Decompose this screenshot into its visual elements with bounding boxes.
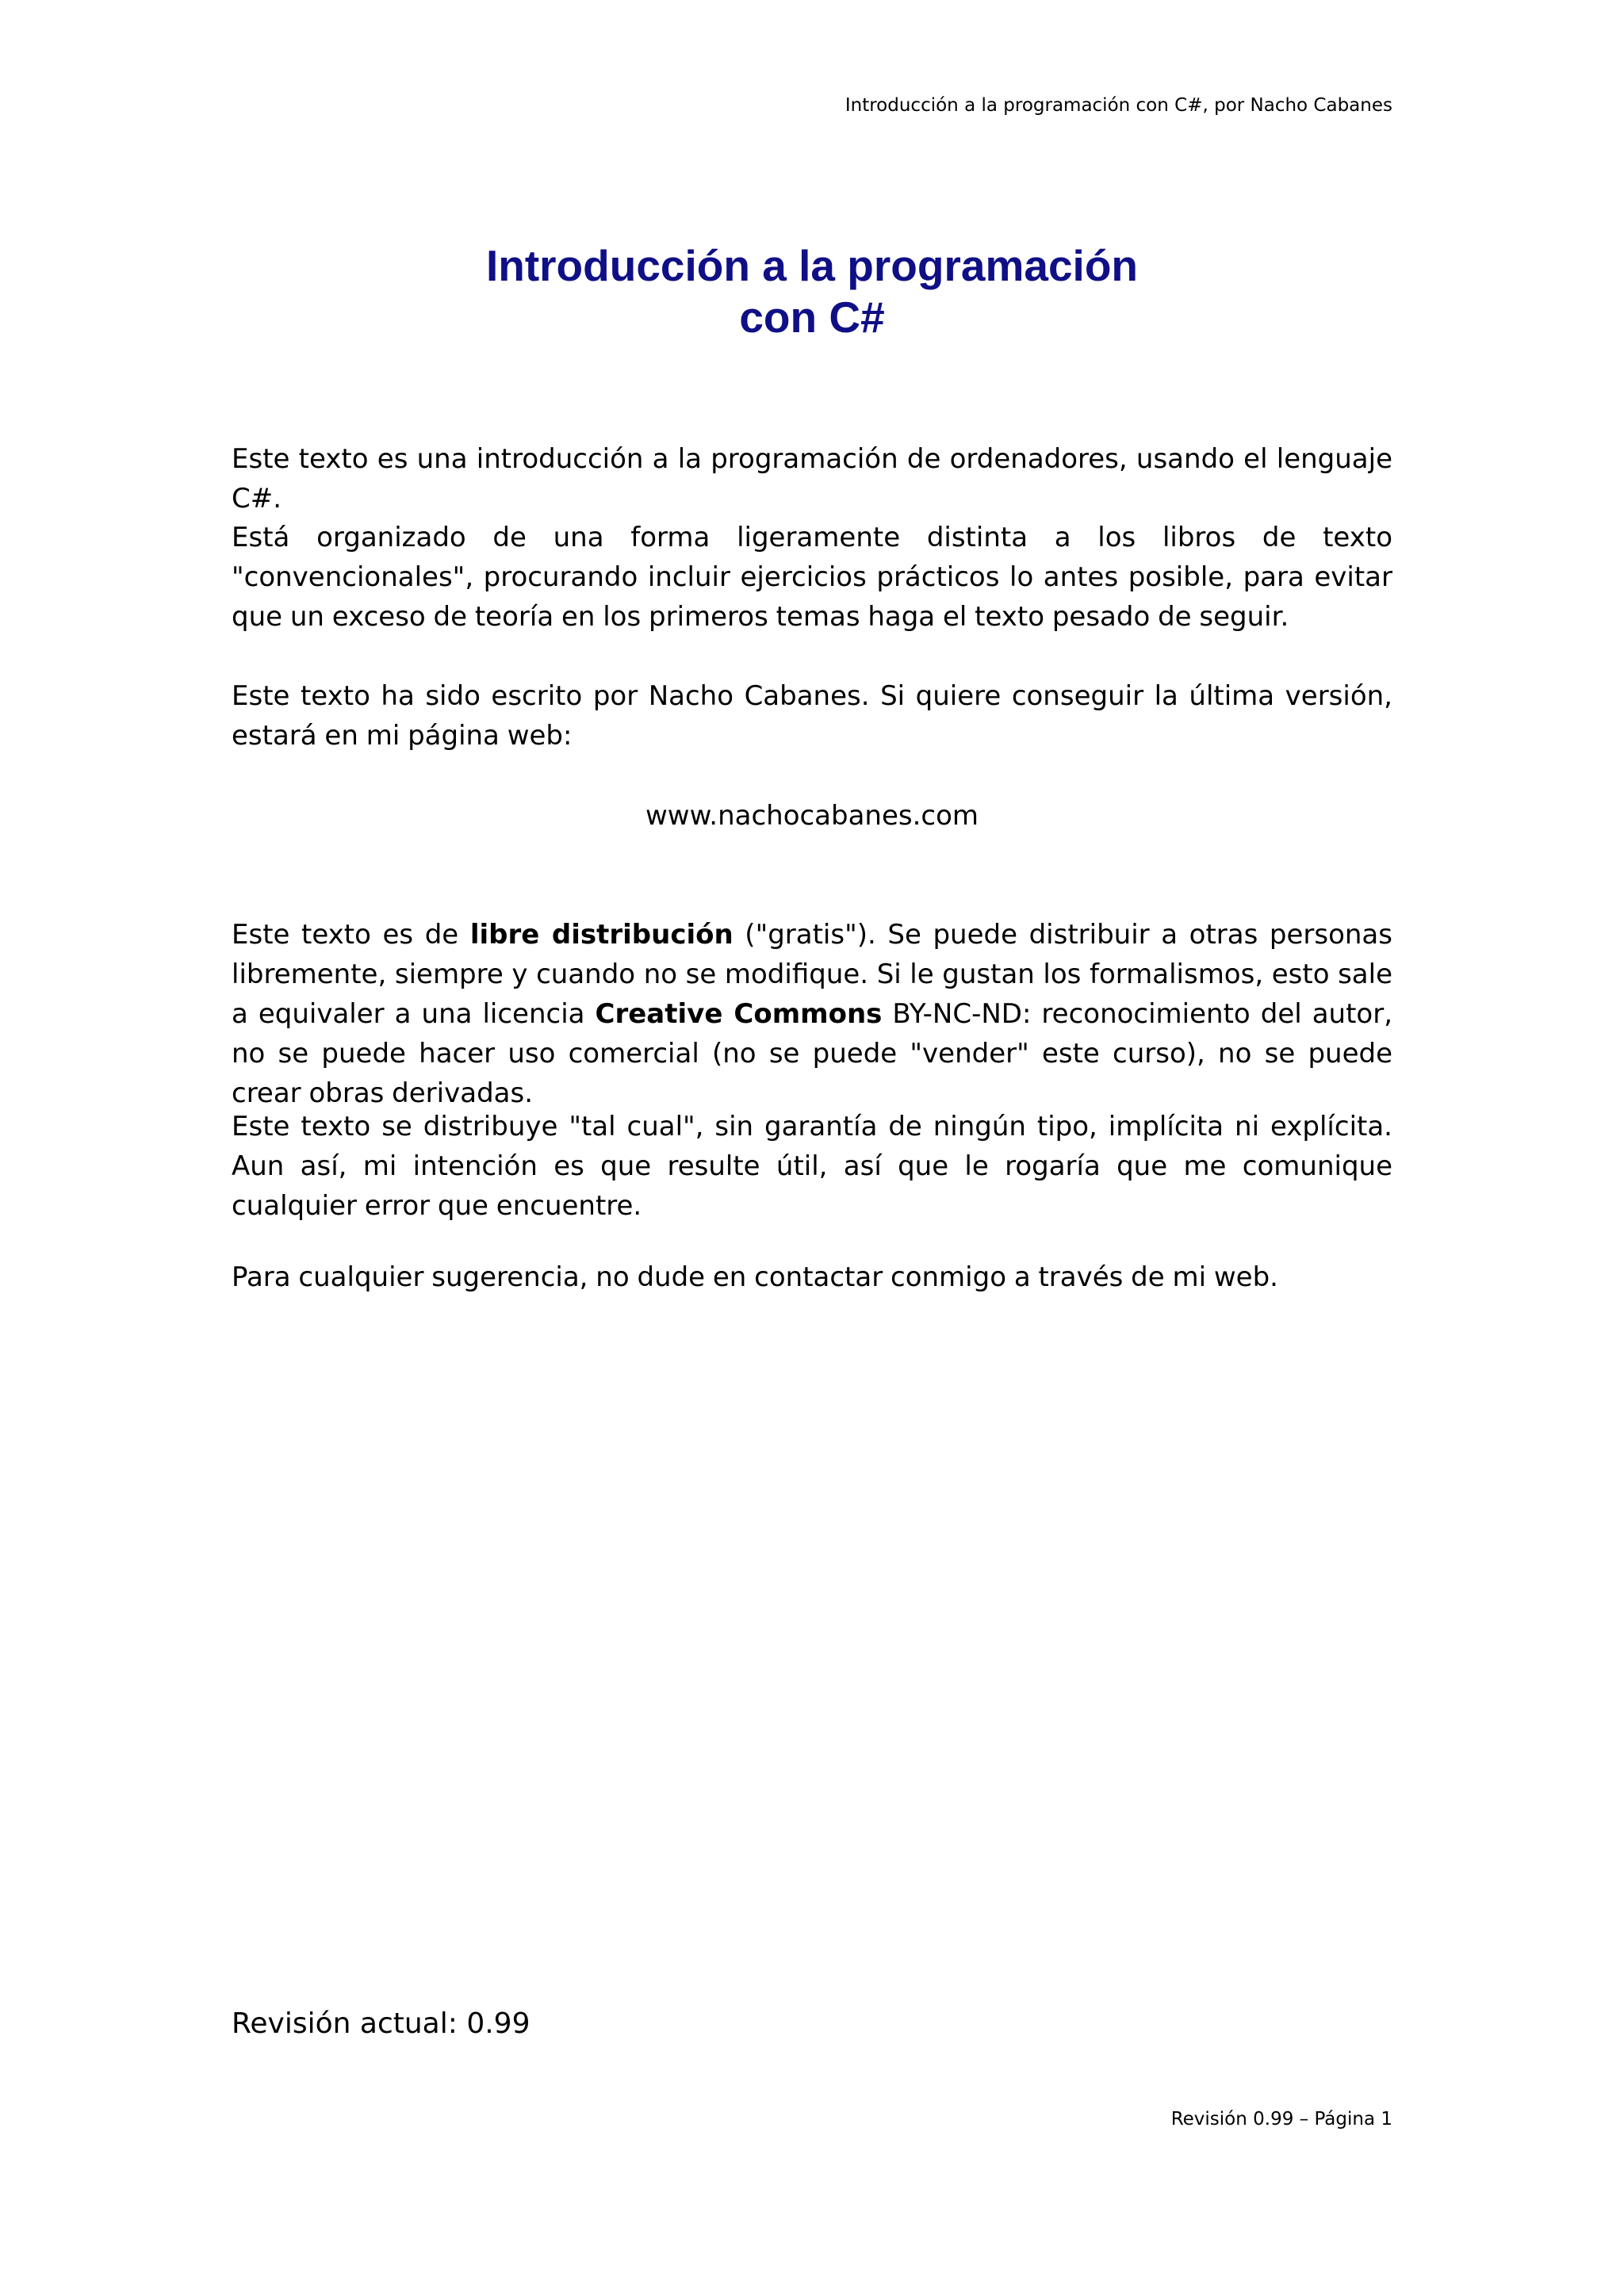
license-text-3: BY-NC-ND: reconocimiento del autor, no se puede hacer uso comercial (no se puede "vender" este curso), no se puede crear obras derivadas. bbox=[232, 998, 1393, 1109]
author-paragraph: Este texto ha sido escrito por Nacho Cabanes. Si quiere conseguir la última versión, estará en mi página web: bbox=[232, 680, 1392, 752]
contact-paragraph: Para cualquier sugerencia, no dude en contactar conmigo a través de mi web. bbox=[232, 1261, 1278, 1293]
organization-paragraph: Está organizado de una forma ligeramente distinta a los libros de texto "convencionales", procurando incluir ejercicios prácticos lo antes posible, para evitar que un exceso de teoría en los primeros temas haga el texto pesado de seguir. bbox=[232, 522, 1392, 633]
page-footer: Revisión 0.99 – Página 1 bbox=[1170, 2109, 1392, 2130]
intro-paragraph: Este texto es una introducción a la programación de ordenadores, usando el lenguaje C#. bbox=[232, 443, 1392, 515]
license-paragraph bbox=[232, 915, 1392, 1113]
license-text-2: ("gratis"). Se puede distribuir a otras personas libremente, siempre y cuando no se modifique. Si le gustan los formalismos, esto sale a equivaler a una licencia bbox=[232, 919, 1392, 1030]
running-header: Introducción a la programación con C#, por Nacho Cabanes bbox=[845, 95, 1392, 116]
title-line-1: Introducción a la programación bbox=[485, 241, 1139, 290]
website-url: www.nachocabanes.com bbox=[645, 800, 979, 832]
license-text-1: Este texto es de bbox=[232, 919, 470, 951]
warranty-paragraph: Este texto se distribuye "tal cual", sin garantía de ningún tipo, implícita ni explícita. Aun así, mi intención es que resulte útil, así que le rogaría que me comunique cualquier error que encuentre. bbox=[232, 1111, 1392, 1222]
license-free-distribution: libre distribución bbox=[469, 919, 733, 951]
title-line-2: con C# bbox=[739, 293, 885, 342]
current-revision: Revisión actual: 0.99 bbox=[232, 2007, 530, 2040]
license-creative-commons: Creative Commons bbox=[595, 998, 883, 1030]
document-title bbox=[232, 240, 1392, 343]
